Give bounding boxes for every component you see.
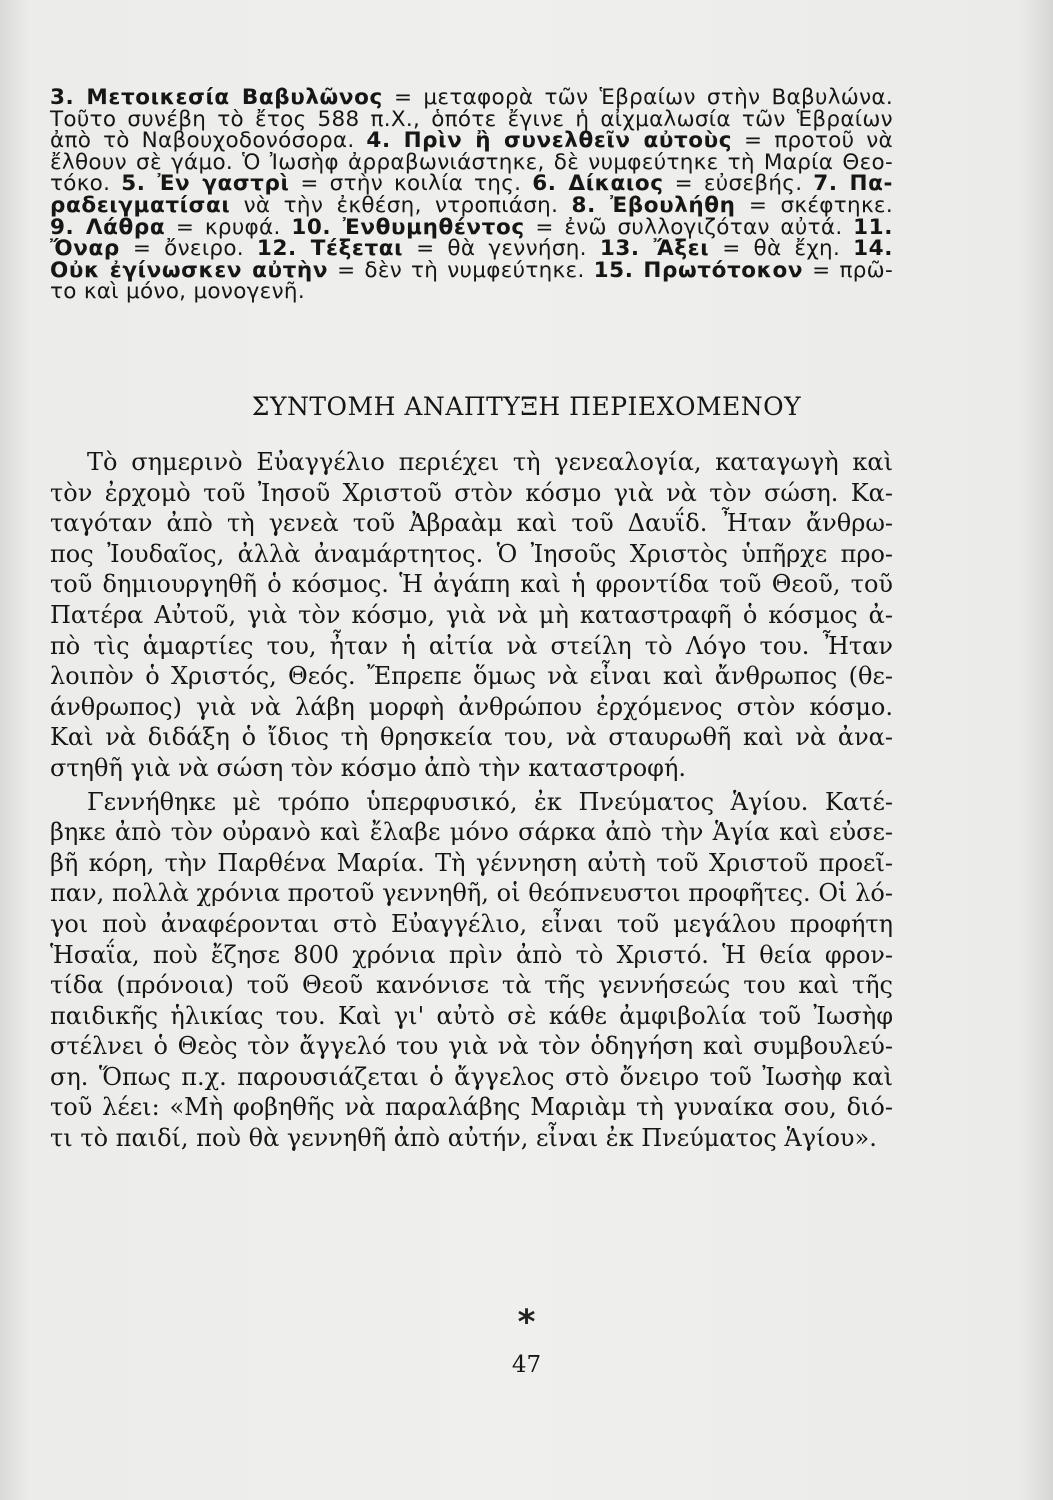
text-line: παιδικῆς ἡλικίας του. Καὶ γι' αὐτὸ σὲ κάθε ἀμφιβολία τοῦ Ἰωσὴφ — [50, 1001, 893, 1030]
text-line: πὸ τὶς ἁμαρτίες του, ἦταν ἡ αἰτία νὰ στείλη τὸ Λόγο του. Ἦταν — [50, 631, 893, 660]
paragraph-1 — [50, 447, 893, 784]
text-line: βηκε ἀπὸ τὸν οὐρανὸ καὶ ἔλαβε μόνο σάρκα ἀπὸ τὴν Ἁγία καὶ εὐσε- — [50, 818, 893, 847]
footnote-term: ραδειγματίσαι — [50, 192, 231, 218]
footnote-term: Οὐκ ἐγίνωσκεν αὐτὴν — [50, 257, 329, 283]
text-line: τοῦ λέει: «Μὴ φοβηθῆς νὰ παραλάβης Μαριὰμ τὴ γυναίκα σου, διό- — [50, 1093, 893, 1122]
footnote-term: 7. Πα- — [813, 171, 894, 197]
footnote-line — [50, 192, 893, 218]
footnote-gloss: = μεταφορὰ τῶν Ἑβραίων στὴν Βαβυλώνα. — [382, 85, 893, 110]
body-text — [50, 447, 893, 1154]
text-line: τὸν ἐρχομὸ τοῦ Ἰησοῦ Χριστοῦ στὸν κόσμο γιὰ νὰ τὸν σώση. Κα- — [50, 478, 893, 507]
footnote-line — [50, 281, 893, 303]
text-line: Ἡσαΐα, ποὺ ἔζησε 800 χρόνια πρὶν ἀπὸ τὸ Χριστό. Ἡ θεία φρον- — [50, 940, 893, 969]
text-line: πος Ἰουδαῖος, ἀλλὰ ἀναμάρτητος. Ὁ Ἰησοῦς Χριστὸς ὑπῆρχε προ- — [50, 539, 893, 568]
section-heading: ΣΥΝΤΟΜΗ ΑΝΑΠΤΥΞΗ ΠΕΡΙΕΧΟΜΕΝΟΥ — [251, 392, 802, 421]
footnote-gloss: τόκο. — [50, 171, 122, 197]
footnote-gloss: ἀπὸ τὸ Ναβουχοδονόσορα. — [50, 128, 367, 154]
ornament-asterisk: ⁎ — [517, 1293, 536, 1333]
footnote-gloss: νὰ τὴν ἐκθέση, ντροπιάση. — [230, 192, 572, 218]
footnote-term: 13. Ἄξει — [599, 236, 710, 262]
footnote-line — [50, 106, 893, 132]
text-line: Γεννήθηκε μὲ τρόπο ὑπερφυσικό, ἐκ Πνεύματος Ἁγίου. Κατέ- — [87, 787, 893, 816]
footnote-term: 15. Πρωτότοκον — [593, 257, 804, 283]
footnote-gloss: = κρυφά. — [165, 214, 292, 240]
footnote-term: 4. Πρὶν ἢ συνελθεῖν αὐτοὺς — [366, 128, 733, 154]
footnote-line — [50, 238, 893, 260]
footnote-term: 5. Ἐν γαστρὶ — [121, 171, 290, 197]
text-line: παν, πολλὰ χρόνια προτοῦ γεννηθῆ, οἱ θεόπνευστοι προφῆτες. Οἱ λό- — [50, 879, 893, 908]
footnote-gloss: = προτοῦ νὰ — [732, 128, 893, 154]
footnote-gloss: = θὰ ἔχη. — [709, 236, 854, 262]
text-line: Πατέρα Αὐτοῦ, γιὰ τὸν κόσμο, γιὰ νὰ μὴ καταστραφῆ ὁ κόσμος ἀ- — [50, 600, 893, 629]
footnote-gloss: = σκέφτηκε. — [735, 192, 893, 218]
text-line: Τὸ σημερινὸ Εὐαγγέλιο περιέχει τὴ γενεαλογία, καταγωγὴ καὶ — [87, 448, 893, 476]
footnote-term: 3. Μετοικεσία Βαβυλῶνος — [50, 85, 383, 110]
text-line: άνθρωπος) γιὰ νὰ λάβη μορφὴ ἀνθρώπου ἐρχόμενος στὸν κόσμο. — [50, 692, 893, 721]
footnote-gloss: = στὴν κοιλία της. — [289, 171, 533, 197]
footnote-gloss: = θὰ γεννήση. — [403, 236, 600, 262]
footnote-gloss: = ἐνῶ συλλογιζόταν αὐτά. — [524, 214, 854, 240]
text-line: ταγόταν ἀπὸ τὴ γενεὰ τοῦ Ἀβραὰμ καὶ τοῦ Δαυΐδ. Ἦταν ἄνθρω- — [50, 509, 893, 538]
footnote-line — [50, 257, 894, 283]
text-line: λοιπὸν ὁ Χριστός, Θεός. Ἔπρεπε ὅμως νὰ εἶναι καὶ ἄνθρωπος (θε- — [50, 662, 893, 691]
footnote-line — [50, 214, 894, 240]
text-line: γοι ποὺ ἀναφέρονται στὸ Εὐαγγέλιο, εἶναι τοῦ μεγάλου προφήτη — [50, 909, 893, 938]
footnote-gloss: ἔλθουν σὲ γάμο. Ὁ Ἰωσὴφ ἀρραβωνιάστηκε, δὲ νυμφεύτηκε τὴ Μαρία Θεο- — [50, 149, 893, 175]
footnote-term: 9. Λάθρα — [50, 214, 166, 240]
footnote-gloss: = δὲν τὴ νυμφεύτηκε. — [328, 257, 594, 283]
footnote-term: 11. — [853, 214, 894, 240]
footnote-line — [50, 173, 893, 195]
text-line: τι τὸ παιδί, ποὺ θὰ γεννηθῆ ἀπὸ αὐτήν, εἶναι ἐκ Πνεύματος Ἁγίου». — [50, 1124, 877, 1153]
text-line: βῆ κόρη, τὴν Παρθένα Μαρία. Τὴ γέννηση αὐτὴ τοῦ Χριστοῦ προεῖ- — [50, 848, 893, 877]
footnote-gloss: Τοῦτο συνέβη τὸ ἔτος 588 π.Χ., ὁπότε ἔγινε ἡ αἰχμαλωσία τῶν Ἑβραίων — [50, 106, 893, 132]
footnote-term: 8. Ἐβουλήθη — [571, 192, 736, 218]
text-line: στέλνει ὁ Θεὸς τὸν ἄγγελό του γιὰ νὰ τὸν ὁδηγήση καὶ συμβουλεύ- — [50, 1032, 893, 1061]
footnote-gloss: = πρῶ- — [803, 257, 894, 283]
text-line: ση. Ὅπως π.χ. παρουσιάζεται ὁ ἄγγελος στὸ ὄνειρο τοῦ Ἰωσὴφ καὶ — [50, 1062, 893, 1091]
footnote-term: 12. Τέξεται — [256, 236, 404, 262]
text-line: στηθῆ γιὰ νὰ σώση τὸν κόσμο ἀπὸ τὴν καταστροφή. — [50, 753, 686, 782]
page-number: 47 — [511, 1352, 542, 1378]
footnote-line — [50, 149, 893, 175]
text-line: Καὶ νὰ διδάξη ὁ ἴδιος τὴ θρησκεία του, νὰ σταυρωθῆ καὶ νὰ ἀνα- — [50, 723, 893, 752]
footnote-line — [50, 87, 893, 109]
text-line: τοῦ δημιουργηθῆ ὁ κόσμος. Ἡ ἀγάπη καὶ ἡ φροντίδα τοῦ Θεοῦ, τοῦ — [50, 570, 893, 599]
footnote-gloss: = εὐσεβής. — [663, 171, 814, 197]
footnote-gloss: = ὄνειρο. — [119, 236, 257, 262]
footnote-term: 14. — [853, 236, 893, 262]
footnotes-block — [50, 87, 893, 303]
paragraph-2 — [50, 787, 893, 1154]
footnote-term: Ὄναρ — [50, 236, 120, 262]
footnote-term: 6. Δίκαιος — [532, 171, 664, 197]
footnote-term: 10. Ἐνθυμηθέντος — [291, 214, 525, 240]
footnote-gloss: το καὶ μόνο, μονογενῆ. — [50, 279, 305, 305]
text-line: τίδα (πρόνοια) τοῦ Θεοῦ κανόνισε τὰ τῆς γεννήσεώς του καὶ τῆς — [50, 971, 893, 1000]
footnote-line — [50, 130, 893, 152]
